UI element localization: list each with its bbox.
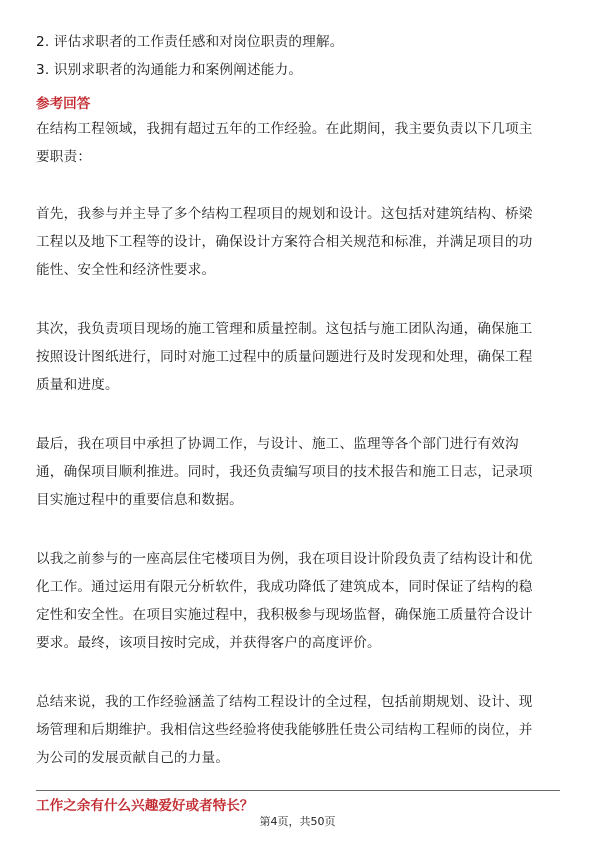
paragraph-line: 定性和安全性。在项目实施过程中，我积极参与现场监督，确保施工质量符合设计: [36, 607, 533, 623]
paragraph-line: 能性、安全性和经济性要求。: [36, 262, 216, 278]
answer-heading: 参考回答: [36, 96, 91, 112]
paragraph-line: 工程以及地下工程等的设计，确保设计方案符合相关规范和标准，并满足项目的功: [36, 234, 533, 250]
paragraph-line: 目实施过程中的重要信息和数据。: [36, 492, 243, 508]
paragraph-line: 为公司的发展贡献自己的力量。: [36, 750, 230, 766]
intro-point-3: 3. 识别求职者的沟通能力和案例阐述能力。: [36, 62, 303, 78]
next-question-heading: 工作之余有什么兴趣爱好或者特长？: [36, 798, 254, 814]
paragraph-line: 首先，我参与并主导了多个结构工程项目的规划和设计。这包括对建筑结构、桥梁: [36, 206, 533, 222]
paragraph-line: 要职责：: [36, 149, 92, 165]
paragraph-line: 化工作。通过运用有限元分析软件，我成功降低了建筑成本，同时保证了结构的稳: [36, 579, 533, 595]
paragraph-line: 其次，我负责项目现场的施工管理和质量控制。这包括与施工团队沟通，确保施工: [36, 321, 533, 337]
paragraph-line: 最后，我在项目中承担了协调工作，与设计、施工、监理等各个部门进行有效沟: [36, 436, 519, 452]
paragraph-line: 按照设计图纸进行，同时对施工过程中的质量问题进行及时发现和处理，确保工程: [36, 349, 533, 365]
paragraph-line: 在结构工程领域，我拥有超过五年的工作经验。在此期间，我主要负责以下几项主: [36, 121, 533, 137]
footer-divider: [36, 790, 560, 791]
paragraph-line: 通，确保项目顺利推进。同时，我还负责编写项目的技术报告和施工日志，记录项: [36, 464, 533, 480]
paragraph-line: 以我之前参与的一座高层住宅楼项目为例，我在项目设计阶段负责了结构设计和优: [36, 551, 533, 567]
paragraph-line: 要求。最终，该项目按时完成，并获得客户的高度评价。: [36, 635, 381, 651]
intro-point-2: 2. 评估求职者的工作责任感和对岗位职责的理解。: [36, 34, 344, 50]
page-number: 第4页，共50页: [259, 815, 336, 828]
paragraph-line: 场管理和后期维护。我相信这些经验将使我能够胜任贵公司结构工程师的岗位，并: [36, 722, 533, 738]
paragraph-line: 总结来说，我的工作经验涵盖了结构工程设计的全过程，包括前期规划、设计、现: [36, 694, 533, 710]
paragraph-line: 质量和进度。: [36, 377, 119, 393]
